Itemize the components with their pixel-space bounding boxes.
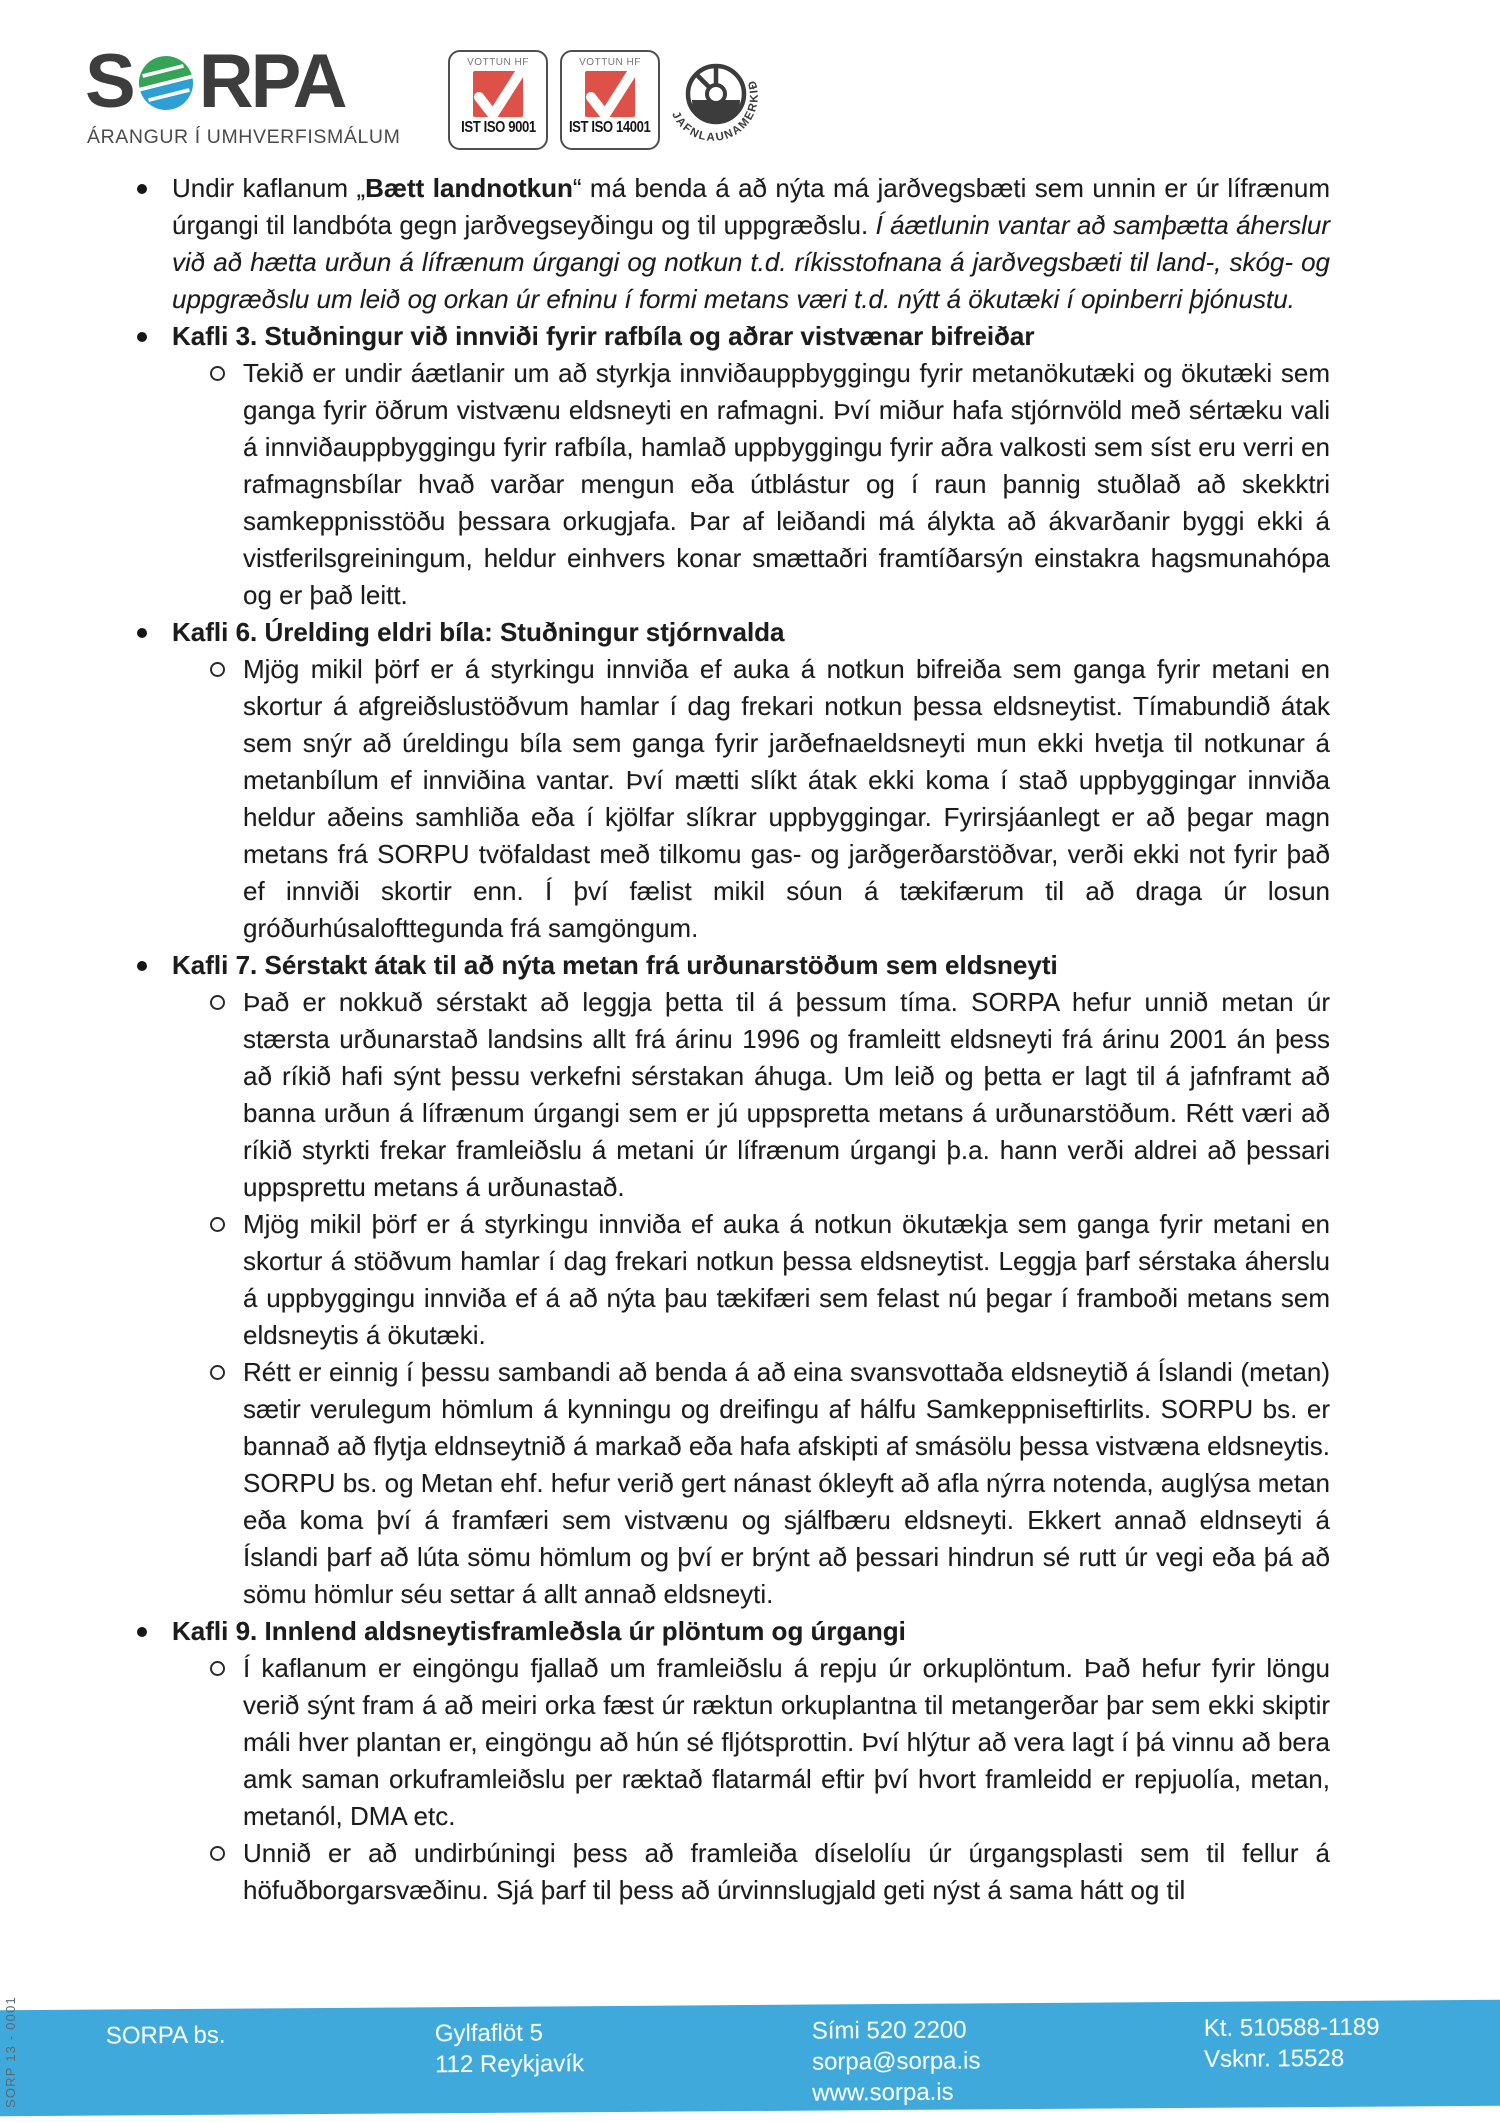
bullet-dot-icon: [137, 332, 147, 342]
sub-list-item: [207, 1650, 1330, 1835]
sub-list-item: [207, 651, 1330, 947]
footer-bar: [0, 2000, 1500, 2117]
vottun-hf-label: VOTTUN HF: [467, 57, 529, 68]
sub-paragraph: Rétt er einnig í þessu sambandi að benda á að eina svansvottaða eldsneytið á Íslandi (metan) sætir verulegum hömlum á kynningu og dreifingu af hálfu Samkeppniseftirlits. SORPU bs. er bannað að flytja eldnseytnið á markað eða hafa afskipti af smásölu þessa vistvæna eldsneytis. SORPU bs. og Metan ehf. hefur verið gert nánast ókleyft að afla nýrra notenda, auglýsa metan eða koma því á framfæri sem vistvænu og sjálfbæru eldsneyti. Ekkert annað eldnseyti á Íslandi þarf að lúta sömu hömlum og því er brýnt að þessari hindrun sé rutt úr vegi eða þá að sömu hömlur séu settar á allt annað eldsneyti.: [243, 1357, 1330, 1609]
certification-badges: [448, 50, 660, 150]
sub-list-item: [207, 1835, 1330, 1909]
email-address: sorpa@sorpa.is: [811, 2047, 981, 2076]
phone-number: Sími 520 2200: [811, 2016, 967, 2045]
checkmark-icon: [585, 71, 635, 117]
circle-bullet-icon: [210, 366, 225, 381]
list-item: [137, 614, 1330, 651]
section-heading-kafli-3: Kafli 3. Stuðningur við innviði fyrir rafbíla og aðrar vistvænar bifreiðar: [172, 321, 1035, 351]
sub-paragraph: Unnið er að undirbúningi þess að framleiða díselolíu úr úrgangsplasti sem til fellur á höfuðborgarsvæðinu. Sjá þarf til þess að úrvinnslugjald geti nýst á sama hátt og til: [243, 1838, 1330, 1905]
iso-9001-label: IST ISO 9001: [460, 119, 536, 136]
paragraph-italic-segment: Í áætlunin vantar að samþætta áherslur við að hætta urðun á lífrænum úrgangi og notkun t.d. ríkisstofnana á jarðvegsbæti til land-, skóg- og uppgræðslu um leið og orkan úr efninu í formi metans væri t.d. nýtt á ökutæki í opinberri þjónustu.: [172, 210, 1331, 314]
jafnlaunamerkid-emblem: [662, 52, 770, 160]
list-item: [137, 318, 1330, 355]
sub-paragraph: Tekið er undir áætlanir um að styrkja innviðauppbyggingu fyrir metanökutæki og ökutæki sem ganga fyrir öðrum vistvænu eldsneyti en rafmagni. Því miður hafa stjórnvöld með sértæku vali á innviðauppbyggingu fyrir rafbíla, hamlað uppbyggingu fyrir aðra valkosti sem síst eru verri en rafmagnsbílar hvað varðar mengun eða útblástur og í raun þannig stuðlað að skekktri samkeppnisstöðu þessara orkugjafa. Þar af leiðandi má álykta að ákvarðanir byggi ekki á vistferilsgreiningum, heldur einhvers konar smættaðri framtíðarsýn einstakra hagsmunahópa og er það leitt.: [243, 358, 1330, 610]
logo-text-s: S: [85, 39, 133, 124]
sorpa-globe-icon: [135, 51, 197, 113]
document-side-code: SORP 13 - 0001: [3, 1996, 18, 2108]
sorpa-logo: [85, 39, 345, 124]
circle-bullet-icon: [210, 1217, 225, 1232]
iso-14001-label: IST ISO 14001: [569, 119, 651, 136]
document-body: [137, 170, 1330, 1909]
logo-text-rpa: RPA: [198, 39, 345, 124]
vat-number: Vsknr. 15528: [1203, 2044, 1345, 2073]
paragraph-segment: “ má benda á að nýta má jarðvegsbæti sem unnin er úr lífrænum úrgangi til landbóta gegn jarðvegseyðingu og til uppgræðslu.: [172, 173, 1330, 240]
paragraph-segment: Undir kaflanum „: [172, 173, 366, 203]
sub-paragraph: Það er nokkuð sérstakt að leggja þetta til á þessum tíma. SORPA hefur unnið metan úr stærsta urðunarstað landsins allt frá árinu 1996 og framleitt eldsneyti frá árinu 2001 án þess að ríkið hafi sýnt þessu verkefni sérstakan áhuga. Um leið og þetta er lagt til á jafnframt að banna urðun á lífrænum úrgangi sem er jú uppspretta metans á urðunarstöðum. Rétt væri að ríkið styrkti frekar framleiðslu á metani úr lífrænum úrgangi þ.a. hann verði aldrei að þessari uppsprettu metans á urðunastað.: [243, 987, 1330, 1202]
sub-list-item: [207, 1354, 1330, 1613]
list-item: [137, 170, 1330, 318]
website-url: www.sorpa.is: [812, 2078, 954, 2107]
address-street: Gylfaflöt 5: [434, 2019, 543, 2048]
list-item: [137, 1613, 1330, 1650]
logo-tagline: ÁRANGUR Í UMHVERFISMÁLUM: [87, 126, 401, 148]
list-item: [137, 947, 1330, 984]
circle-bullet-icon: [210, 1846, 225, 1861]
bullet-dot-icon: [137, 961, 147, 971]
footer-address: [435, 2017, 584, 2080]
address-city: 112 Reykjavík: [434, 2050, 585, 2079]
footer-company: [106, 2020, 226, 2052]
checkmark-icon: [473, 71, 523, 117]
paragraph-bold-segment: Bætt landnotkun: [365, 173, 573, 203]
sub-list-item: [207, 1206, 1330, 1354]
sub-list-item: [207, 355, 1330, 614]
circle-bullet-icon: [210, 1365, 225, 1380]
bullet-dot-icon: [137, 628, 147, 638]
paragraph-baett-landnotkun: [172, 170, 1330, 318]
company-name: SORPA bs.: [105, 2021, 226, 2050]
kennitala-number: Kt. 510588-1189: [1203, 2013, 1380, 2042]
bullet-dot-icon: [137, 184, 147, 194]
section-heading-kafli-6: Kafli 6. Úrelding eldri bíla: Stuðningur stjórnvalda: [172, 617, 785, 647]
section-heading-kafli-7: Kafli 7. Sérstakt átak til að nýta metan frá urðunarstöðum sem eldsneyti: [172, 950, 1058, 980]
bullet-dot-icon: [137, 1627, 147, 1637]
section-heading-kafli-9: Kafli 9. Innlend aldsneytisframleðsla úr plöntum og úrgangi: [172, 1616, 906, 1646]
sub-paragraph: Mjög mikil þörf er á styrkingu innviða ef auka á notkun bifreiða sem ganga fyrir metani en skortur á afgreiðslustöðvum hamlar í dag frekari notkun þessa eldsneytist. Tímabundið átak sem snýr að úreldingu bíla sem ganga fyrir jarðefnaeldsneyti mun ekki hvetja til notkunar á metanbílum ef innviðina vantar. Því mætti slíkt átak ekki koma í stað uppbyggingar innviða heldur aðeins samhliða eða í kjölfar slíkrar uppbyggingar. Fyrirsjáanlegt er að þegar magn metans frá SORPU tvöfaldast með tilkomu gas- og jarðgerðarstöðvar, verði ekki not fyrir það ef innviði skortir enn. Í því fælist mikil sóun á tækifærum til að draga úr losun gróðurhúsalofttegunda frá samgöngum.: [243, 654, 1330, 943]
footer-contact: [812, 2014, 981, 2108]
circle-bullet-icon: [210, 1661, 225, 1676]
circle-bullet-icon: [210, 662, 225, 677]
iso-9001-badge: [448, 50, 548, 150]
iso-14001-badge: [560, 50, 660, 150]
footer-ids: [1204, 2012, 1380, 2075]
emblem-curved-text: JAFNLAUNAMERKIÐ: [669, 77, 761, 144]
vottun-hf-label: VOTTUN HF: [579, 57, 641, 68]
sub-paragraph: Í kaflanum er eingöngu fjallað um framleiðslu á repju úr orkuplöntum. Það hefur fyrir löngu verið sýnt fram á að meiri orka fæst úr ræktun orkuplantna til metangerðar þar sem ekki skiptir máli hver plantan er, eingöngu að hún sé fljótsprottin. Því hlýtur að vera lagt í þá vinnu að bera amk saman orkuframleiðslu per ræktað flatarmál eftir því hvort framleidd er repjuolía, metan, metanól, DMA etc.: [243, 1653, 1330, 1831]
sub-list-item: [207, 984, 1330, 1206]
circle-bullet-icon: [210, 995, 225, 1010]
sub-paragraph: Mjög mikil þörf er á styrkingu innviða ef auka á notkun ökutækja sem ganga fyrir metani en skortur á stöðvum hamlar í dag frekari notkun þessa eldsneytist. Leggja þarf sérstaka áherslu á uppbyggingu innviða ef á að nýta þau tækifæri sem felast nú þegar í framboði metans sem eldsneytis á ökutæki.: [243, 1209, 1330, 1350]
